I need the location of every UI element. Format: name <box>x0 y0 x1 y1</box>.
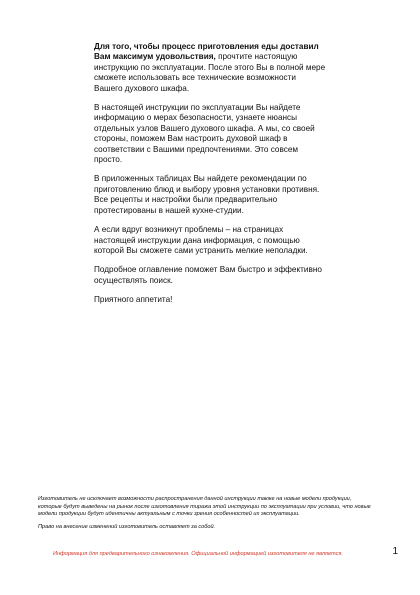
footnote-new-models: Изготовитель не исключает возможности распространения данной инструкции также на новые модели продукции, которые будут выведены на рынок после изготовления тиража этой инструкции по эксплуатации при условии, что новые модели продукции будут идентичны актуальным с точки зрения особенностей их эксплуатации. <box>38 496 371 518</box>
intro-paragraph <box>94 42 326 94</box>
closing-line: Приятного аппетита! <box>94 295 173 305</box>
intro-bold-lead: Для того, чтобы процесс приготовления еды доставил Вам максимум удовольствия, <box>94 42 319 62</box>
tables-paragraph: В приложенных таблицах Вы найдете рекомендации по приготовлению блюд и выбору уровня установки противня. Все рецепты и настройки были предварительно протестированы в нашей кухне-студии. <box>94 174 320 215</box>
safety-paragraph: В настоящей инструкции по эксплуатации Вы найдете информацию о мерах безопасности, узнаете нюансы отдельных узлов Вашего духового шкафа. А мы, со своей стороны, поможем Вам настроить духовой шкаф в соответствии с Вашими предпочтениями. Это совсем просто. <box>94 103 315 165</box>
footnotes <box>38 496 372 536</box>
intro-text-block <box>94 42 326 315</box>
preliminary-disclaimer: Информация для предварительного ознакомления. Официальной информацией изготовителя не является. <box>53 551 343 557</box>
troubleshooting-paragraph: А если вдруг возникнут проблемы – на страницах настоящей инструкции дана информация, с помощью которой Вы сможете сами устранить мелкие неполадки. <box>94 225 308 255</box>
toc-paragraph: Подробное оглавление поможет Вам быстро и эффективно осуществлять поиск. <box>94 265 322 285</box>
page-footer <box>38 548 398 560</box>
page-number: 1 <box>392 546 398 557</box>
intro-rest: прочтите настоящую инструкцию по эксплуатации. После этого Вы в полной мере сможете использовать все технические возможности Вашего духового шкафа. <box>94 52 326 93</box>
footnote-changes: Право на внесение изменений изготовитель оставляет за собой. <box>38 523 216 530</box>
